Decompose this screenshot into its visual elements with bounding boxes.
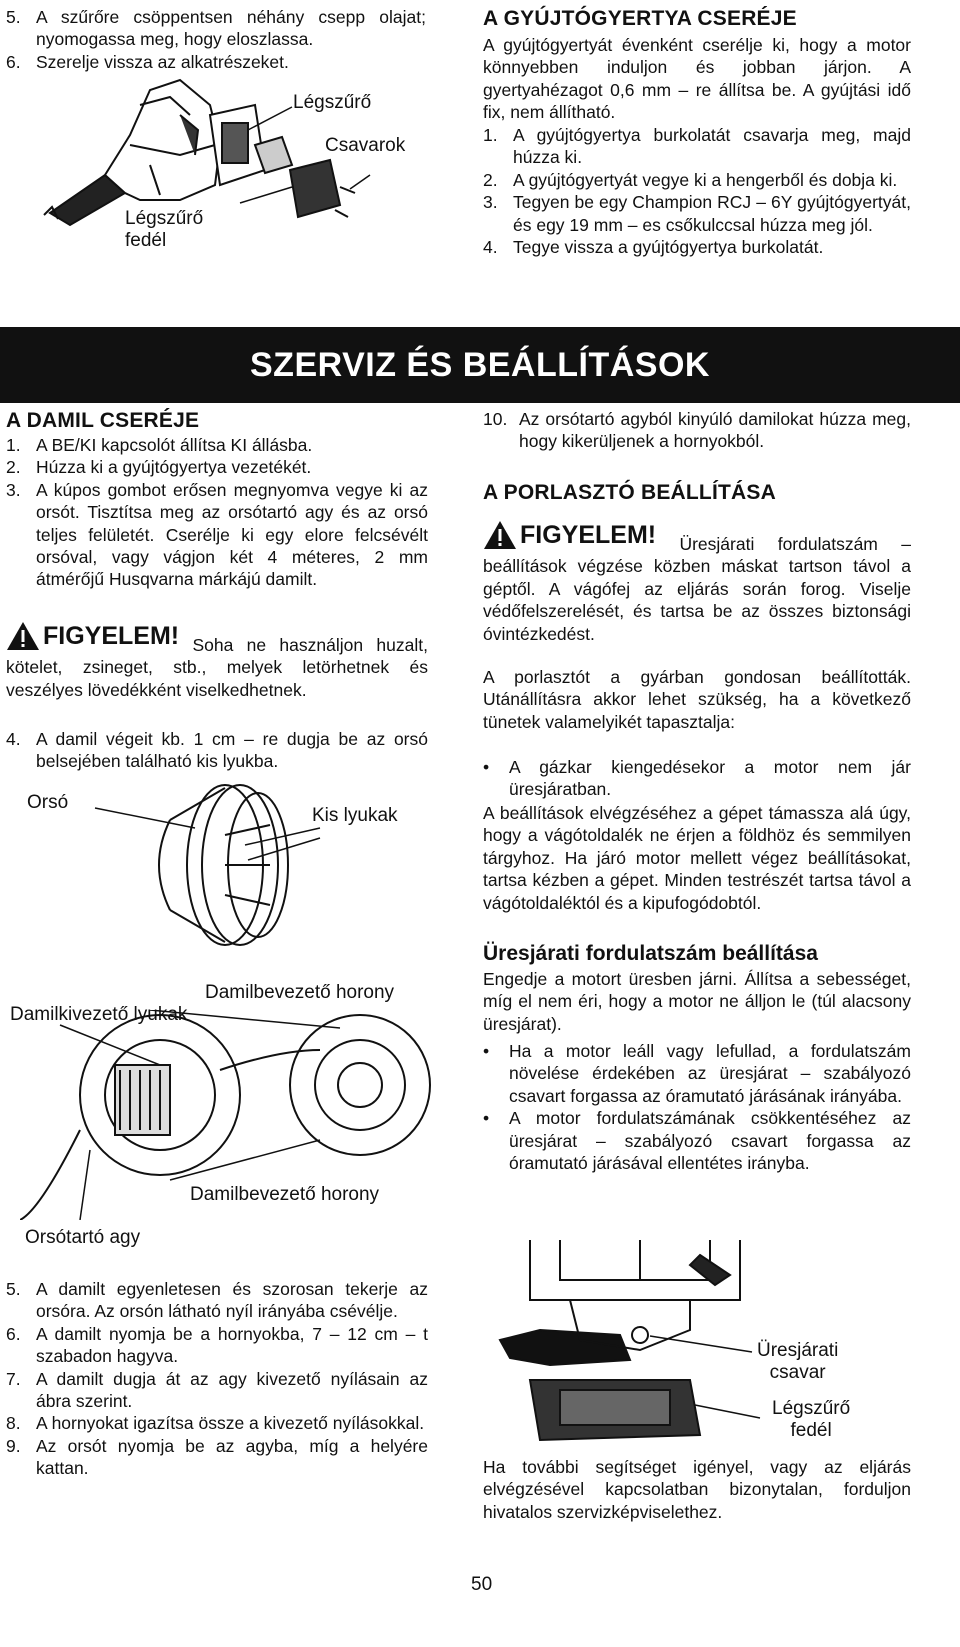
list-item: 3. A kúpos gombot erősen megnyomva vegye ki az orsót. Tisztítsa meg az orsótartó agy és az orsó teljes felületét. Cserélje ki egy elore felcsévélt orsóval, vagy vágjon két 4 méteres, 2 mm átmérőjű Husqvarna márkájú damilt. bbox=[6, 479, 428, 590]
list-item: 10. Az orsótartó agyból kinyúló damilokat húzza meg, hogy kikerüljenek a hornyokból. bbox=[483, 409, 911, 452]
list-item: • A motor fordulatszámának csökkentéséhez az üresjárat – szabályozó csavart forgassa az óramutató járásával ellentétes irányba. bbox=[483, 1108, 911, 1174]
damil-steps-b bbox=[6, 728, 428, 773]
closing-paragraph: Ha további segítséget igényel, vagy az eljárás elvégzésével kapcsolatban bizonytalan, forduljon hivatalos szervizképviselethez. bbox=[483, 1457, 911, 1522]
list-item: 3. Tegyen be egy Champion RCJ – 6Y gyújtógyertyát, és egy 19 mm – es csőkulccsal húzza meg jól. bbox=[483, 192, 911, 235]
idle-title: Üresjárati fordulatszám beállítása bbox=[483, 942, 818, 965]
page-number: 50 bbox=[471, 1574, 493, 1595]
list-item: 6. Szerelje vissza az alkatrészeket. bbox=[6, 51, 289, 72]
label-uresjarati-csavar: Üresjárati csavar bbox=[757, 1340, 839, 1383]
label-legszuro: Légszűrő bbox=[293, 92, 372, 113]
list-item: 8. A hornyokat igazítsa össze a kivezető nyílásokkal. bbox=[6, 1413, 425, 1434]
carburetor-illustration bbox=[490, 1240, 790, 1450]
spark-plug-intro: A gyújtógyertyát évenként cserélje ki, hogy a motor könnyebben induljon és jobban járjon. A gyertyahézagot 0,6 mm – re állítsa be. A gyújtási idő fix, nem állítható. bbox=[483, 35, 911, 123]
spark-plug-steps bbox=[483, 124, 911, 258]
list-item: 6. A damilt nyomja be a hornyokba, 7 – 12 cm – t szabadon hagyva. bbox=[6, 1323, 428, 1367]
label-kivezeto: Damilkivezető lyukak bbox=[10, 1004, 188, 1025]
carb-bullets bbox=[483, 756, 911, 801]
list-item: 2. Húzza ki a gyújtógyertya vezetékét. bbox=[6, 457, 312, 478]
damil-steps-c bbox=[6, 1278, 428, 1480]
list-item: • Ha a motor leáll vagy lefullad, a fordulatszám növelése érdekében az üresjárat – szabályozó csavart forgassa az óramutató járásának irányába. bbox=[483, 1041, 911, 1106]
label-legszuro-fedel: Légszűrő fedél bbox=[772, 1398, 851, 1441]
list-item: 1. A gyújtógyertya burkolatát csavarja meg, majd húzza ki. bbox=[483, 125, 911, 168]
list-item: 9. Az orsót nyomja be az agyba, míg a helyére kattan. bbox=[6, 1435, 428, 1479]
carb-para2: A beállítások elvégzéséhez a gépet támassza alá úgy, hogy a vágótoldalék ne érjen a földhöz és semmilyen tárgyhoz. Ha járó motor mellett végez beállításokat, tartsa kézben a gépet. Minden testrészét tartsa távol a vágótoldaléktól és a kipufogódobtól. bbox=[483, 803, 911, 913]
list-item: 2. A gyújtógyertyát vegye ki a hengerből és dobja ki. bbox=[483, 169, 898, 190]
step-10 bbox=[483, 408, 911, 453]
top-left-steps bbox=[6, 6, 426, 73]
list-item: 5. A szűrőre csöppentsen néhány csepp olajat; nyomogassa meg, hogy eloszlassa. bbox=[6, 7, 426, 50]
warning-heading: FIGYELEM! bbox=[6, 621, 179, 651]
carb-para1: A porlasztót a gyárban gondosan beállították. Utánállításra akkor lehet szükség, ha a következő tünetek valamelyikét tapasztalja: bbox=[483, 667, 911, 732]
warning-icon bbox=[483, 520, 517, 550]
damil-steps-a bbox=[6, 434, 428, 591]
label-orso: Orsó bbox=[27, 792, 69, 813]
damil-warning: FIGYELEM! Soha ne használjon huzalt, kötelet, zsineget, stb., melyek letörhetnek és veszélyes lövedékként viselkedhetnek. bbox=[6, 621, 428, 700]
list-item: 1. A BE/KI kapcsolót állítsa KI állásba. bbox=[6, 435, 313, 455]
idle-bullets bbox=[483, 1040, 911, 1174]
list-item: 4. Tegye vissza a gyújtógyertya burkolatát. bbox=[483, 237, 824, 258]
spark-plug-title: A GYÚJTÓGYERTYA CSERÉJE bbox=[483, 7, 797, 30]
label-bevezeto-top: Damilbevezető horony bbox=[205, 982, 395, 1003]
warning-icon bbox=[6, 621, 40, 651]
carb-title: A PORLASZTÓ BEÁLLÍTÁSA bbox=[483, 481, 776, 504]
label-csavarok: Csavarok bbox=[325, 135, 406, 156]
damil-title: A DAMIL CSERÉJE bbox=[6, 409, 200, 432]
warning-heading: FIGYELEM! bbox=[483, 520, 656, 550]
list-item: • A gázkar kiengedésekor a motor nem jár üresjáratban. bbox=[483, 757, 911, 800]
label-agy: Orsótartó agy bbox=[25, 1227, 141, 1248]
list-item: 7. A damilt dugja át az agy kivezető nyílásain az ábra szerint. bbox=[6, 1368, 428, 1412]
list-item: 5. A damilt egyenletesen és szorosan tekerje az orsóra. Az orsón látható nyíl irányába csévélje. bbox=[6, 1279, 428, 1322]
list-item: 4. A damil végeit kb. 1 cm – re dugja be az orsó belsejében található kis lyukba. bbox=[6, 729, 428, 772]
label-kis-lyukak: Kis lyukak bbox=[312, 805, 398, 826]
idle-text: Engedje a motort üresben járni. Állítsa a sebességet, míg el nem éri, hogy a motor ne álljon le (túl alacsony üresjárat). bbox=[483, 969, 911, 1034]
carb-warning: FIGYELEM! Üresjárati fordulatszám – beállítások végzése közben máskat tartson távol a géptől. A vágófej az eljárás során forog. Viselje védőfelszerelését, és tartsa be az összes biztonsági óvintézkedést. bbox=[483, 520, 911, 644]
section-banner: SZERVIZ ÉS BEÁLLÍTÁSOK bbox=[0, 327, 960, 403]
label-fedel: Légszűrő fedél bbox=[125, 208, 204, 251]
label-bevezeto-bottom: Damilbevezető horony bbox=[190, 1184, 380, 1205]
